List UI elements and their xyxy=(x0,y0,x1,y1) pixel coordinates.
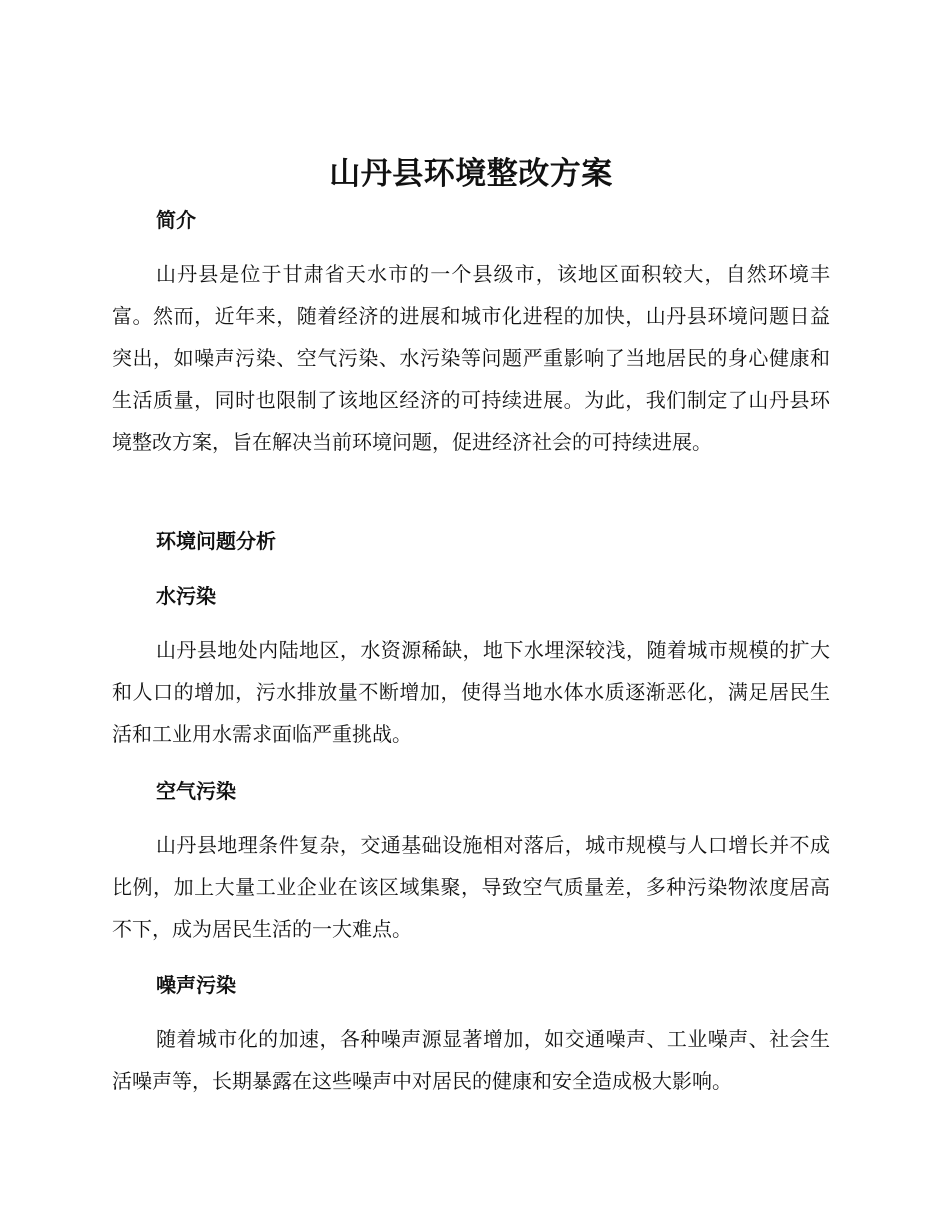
subsection-paragraph-noise: 随着城市化的加速，各种噪声源显著增加，如交通噪声、工业噪声、社会生活噪声等，长期暴露在这些噪声中对居民的健康和安全造成极大影响。 xyxy=(112,1027,830,1093)
subsection-heading-noise: 噪声污染 xyxy=(156,973,236,997)
subsection-paragraph-air: 山丹县地理条件复杂，交通基础设施相对落后，城市规模与人口增长并不成比例，加上大量工业企业在该区域集聚，导致空气质量差，多种污染物浓度居高不下，成为居民生活的一大难点。 xyxy=(112,833,830,941)
section-heading-intro: 简介 xyxy=(156,208,196,232)
document-title: 山丹县环境整改方案 xyxy=(329,156,613,192)
subsection-heading-water: 水污染 xyxy=(156,584,216,608)
section-paragraph-intro: 山丹县是位于甘肃省天水市的一个县级市，该地区面积较大，自然环境丰富。然而，近年来，随着经济的进展和城市化进程的加快，山丹县环境问题日益突出，如噪声污染、空气污染、水污染等问题严重影响了当地居民的身心健康和生活质量，同时也限制了该地区经济的可持续进展。为此，我们制定了山丹县环境整改方案，旨在解决当前环境问题，促进经济社会的可持续进展。 xyxy=(112,262,830,454)
subsection-paragraph-water: 山丹县地处内陆地区，水资源稀缺，地下水埋深较浅，随着城市规模的扩大和人口的增加，污水排放量不断增加，使得当地水体水质逐渐恶化，满足居民生活和工业用水需求面临严重挑战。 xyxy=(112,638,830,746)
section-heading-analysis: 环境问题分析 xyxy=(156,529,276,553)
subsection-heading-air: 空气污染 xyxy=(156,779,236,803)
